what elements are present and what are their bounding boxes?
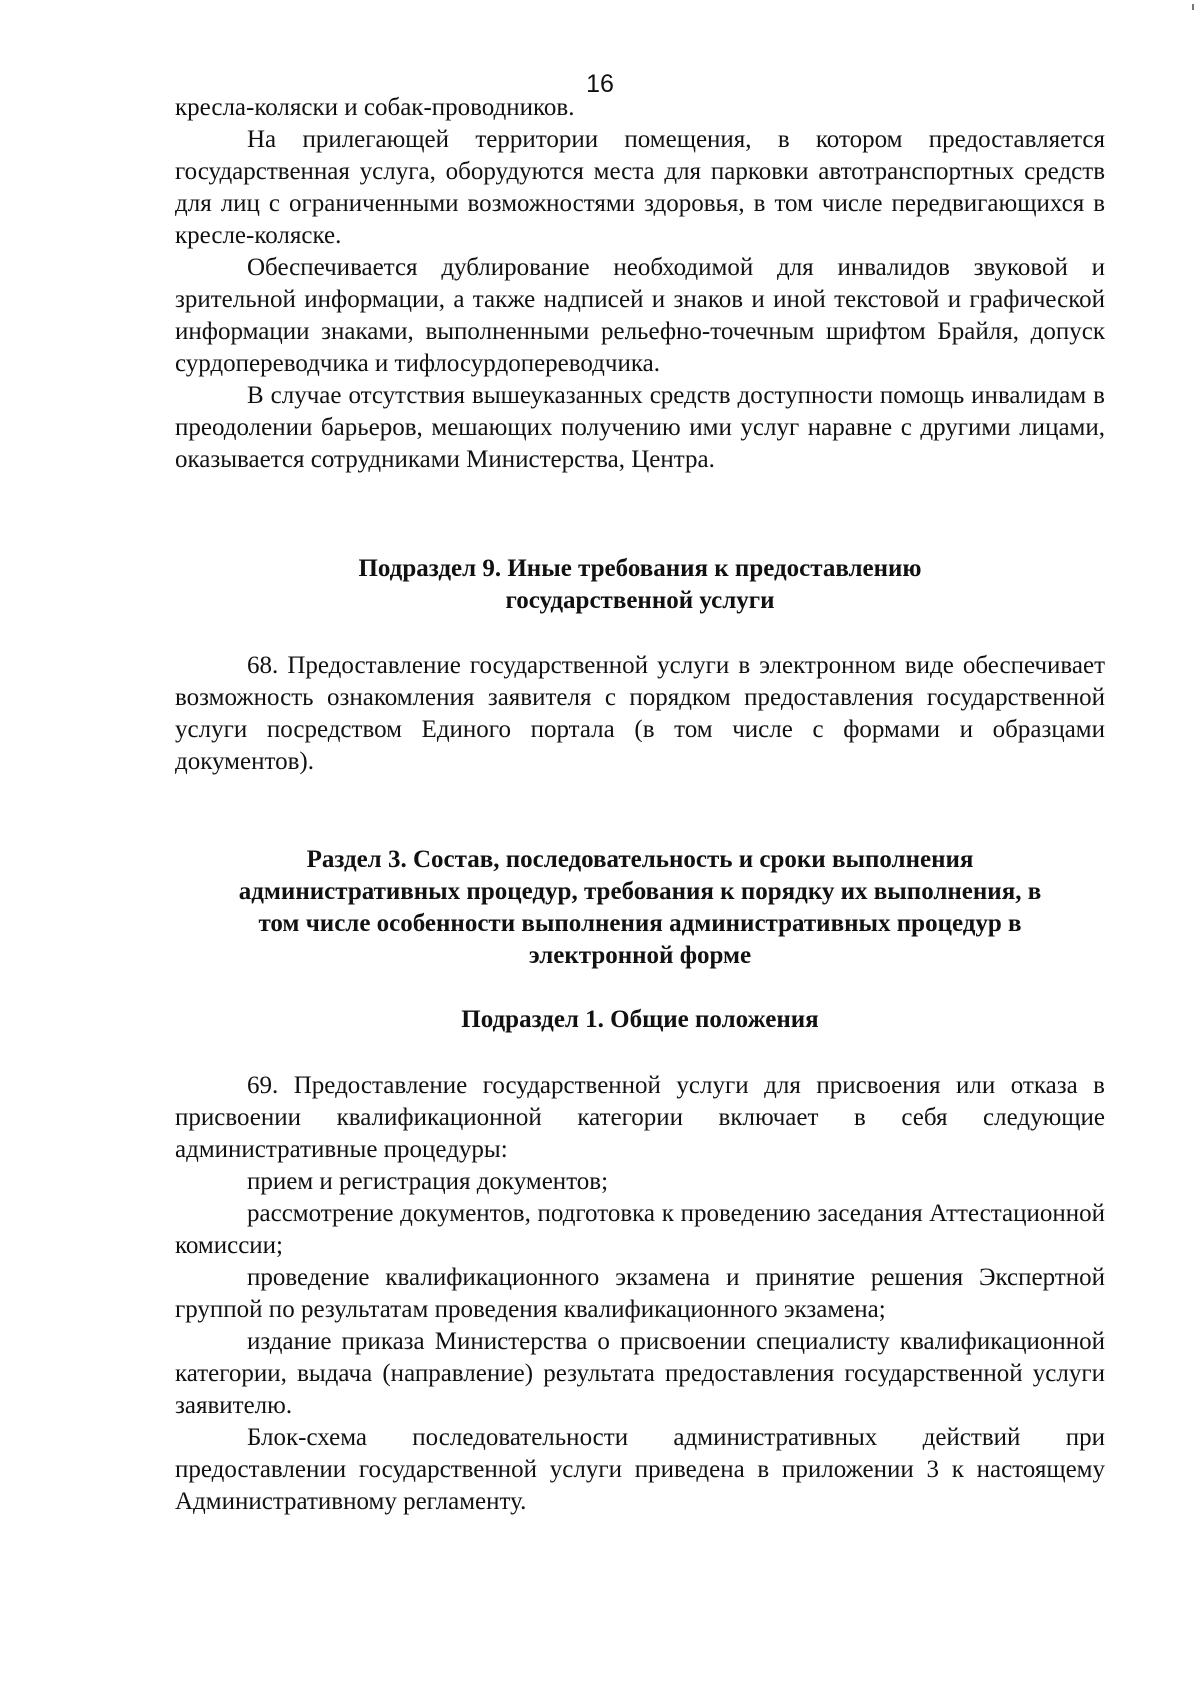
procedures-list <box>175 1166 1105 1422</box>
paragraph-69-block <box>175 1070 1105 1518</box>
section-3-heading-line3: том числе особенности выполнения административных процедур в <box>258 910 1022 937</box>
paragraph-continuation: кресла-коляски и собак-проводников. <box>175 94 575 121</box>
paragraph-69: 69. Предоставление государственной услуги для присвоения или отказа в присвоении квалификационной категории включает в себя следующие административные процедуры: <box>175 1072 1105 1163</box>
paragraph-68: 68. Предоставление государственной услуги в электронном виде обеспечивает возможность ознакомления заявителя с порядком предоставления государственной услуги посредством Единого портала (в том числе с формами и образцами документов). <box>175 652 1105 775</box>
subsection-9-heading-line1: Подраздел 9. Иные требования к предоставлению <box>358 555 922 582</box>
paragraph-parking: На прилегающей территории помещения, в котором предоставляется государственная услуга, оборудуются места для парковки автотранспортных средств для лиц с ограниченными возможностями здоровья, в том числе передвигающихся в кресле-коляске. <box>175 126 1105 249</box>
subsection-9-heading-line2: государственной услуги <box>505 587 775 614</box>
paragraph-assistance: В случае отсутствия вышеуказанных средств доступности помощь инвалидам в преодолении барьеров, мешающих получению ими услуг наравне с другими лицами, оказывается сотрудниками Министерства, Центра. <box>175 382 1105 473</box>
procedure-item: проведение квалификационного экзамена и принятие решения Экспертной группой по результатам проведения квалификационного экзамена; <box>175 1264 1105 1323</box>
section-3-heading-line1: Раздел 3. Состав, последовательность и сроки выполнения <box>306 846 974 873</box>
section-3-heading-line4: электронной форме <box>528 942 752 969</box>
paragraph-block-scheme: Блок-схема последовательности административных действий при предоставлении государственной услуги приведена в приложении 3 к настоящему Административному регламенту. <box>175 1424 1105 1515</box>
procedure-item: рассмотрение документов, подготовка к проведению заседания Аттестационной комиссии; <box>175 1200 1105 1259</box>
section-3-heading-line2: административных процедур, требования к порядку их выполнения, в <box>238 878 1042 905</box>
subsection-1-heading-block <box>175 1004 1105 1036</box>
top-text-block <box>175 92 1105 476</box>
subsection-1-heading: Подраздел 1. Общие положения <box>461 1006 819 1033</box>
page-number: 16 <box>586 70 614 98</box>
paragraph-duplication: Обеспечивается дублирование необходимой для инвалидов звуковой и зрительной информации, а также надписей и знаков и иной текстовой и графической информации знаками, выполненными рельефно-точечным шрифтом Брайля, допуск сурдопереводчика и тифлосурдопереводчика. <box>175 254 1105 377</box>
subsection-9-heading <box>175 553 1105 617</box>
scan-artifact <box>1192 4 1194 10</box>
procedure-item: издание приказа Министерства о присвоении специалисту квалификационной категории, выдача (направление) результата предоставления государственной услуги заявителю. <box>175 1328 1105 1419</box>
section-3-heading <box>175 844 1105 972</box>
procedure-item: прием и регистрация документов; <box>247 1168 609 1195</box>
paragraph-68-block <box>175 650 1105 778</box>
